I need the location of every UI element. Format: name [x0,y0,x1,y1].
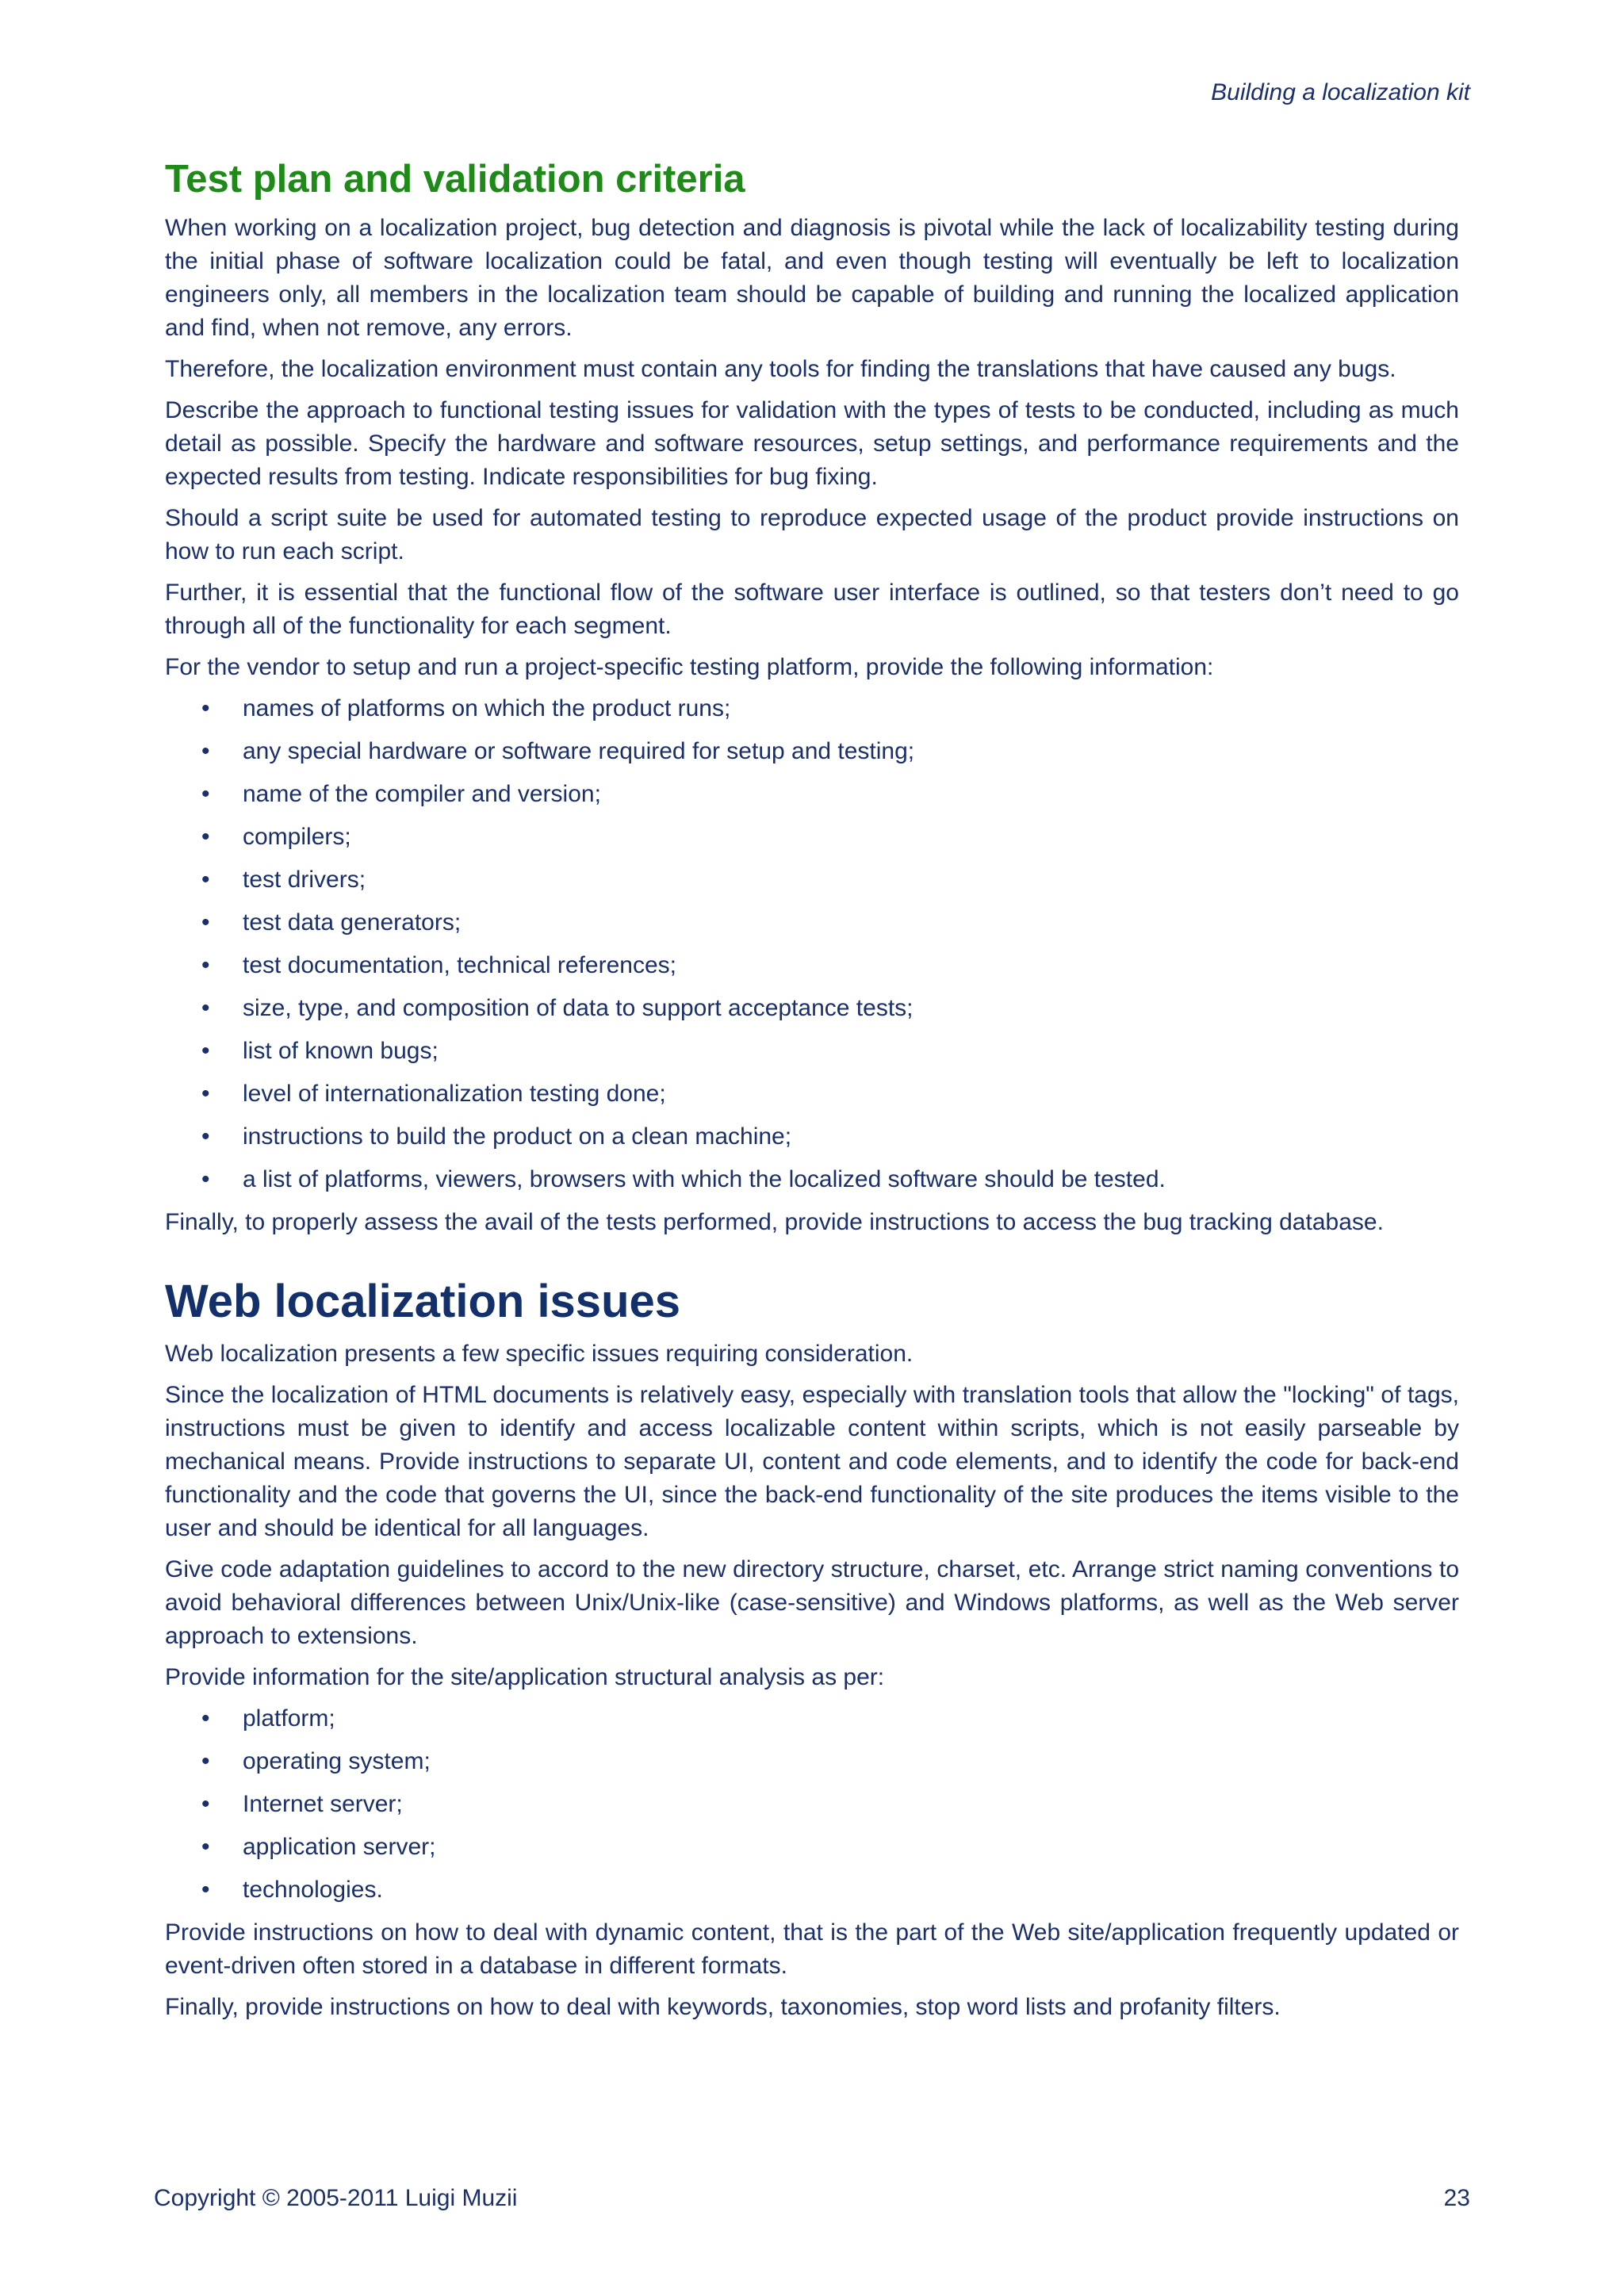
list-item [165,778,1459,811]
bullet-icon: • [201,1790,210,1817]
bullet-icon: • [201,738,210,765]
bullet-icon: • [201,952,210,979]
list-item [165,949,1459,982]
page-content [165,155,1459,2032]
paragraph: Provide instructions on how to deal with dynamic content, that is the part of the Web site/application frequently updated or event-driven often stored in a database in different formats. [165,1919,1459,1979]
bullet-icon: • [201,995,210,1022]
list-item-text: test data generators; [243,909,462,936]
section-heading-web-localization: Web localization issues [165,1276,681,1328]
section-heading-test-plan: Test plan and validation criteria [165,158,745,201]
list-item [165,906,1459,939]
list-item [165,1745,1459,1778]
paragraph: Web localization presents a few specific issues requiring consideration. [165,1340,914,1367]
list-item [165,692,1459,725]
list-item-text: name of the compiler and version; [243,781,601,808]
list-item [165,735,1459,768]
bullet-icon: • [201,909,210,936]
running-header: Building a localization kit [1211,79,1470,105]
paragraph: Provide information for the site/application structural analysis as per: [165,1663,885,1690]
list-item [165,1873,1459,1907]
list-item-text: technologies. [243,1876,383,1903]
list-item-text: list of known bugs; [243,1038,439,1065]
list-item-text: test drivers; [243,867,366,894]
list-item-text: level of internationalization testing done; [243,1081,666,1108]
list-item-text: compilers; [243,824,351,851]
paragraph: Describe the approach to functional testing issues for validation with the types of tests to be conducted, including as much detail as possible. Specify the hardware and software resources, setup settings, and performance requirements and the expected results from testing. Indicate responsibilities for bug fixing. [165,397,1459,491]
bullet-icon: • [201,781,210,808]
list-item [165,1788,1459,1821]
list-item-text: test documentation, technical references; [243,952,676,979]
paragraph: Further, it is essential that the functional flow of the software user interface is outlined, so that testers don’t need to go through all of the functionality for each segment. [165,580,1459,640]
list-item-text: Internet server; [243,1790,403,1817]
list-item-text: names of platforms on which the product runs; [243,695,731,722]
paragraph: Finally, to properly assess the avail of the tests performed, provide instructions to access the bug tracking database. [165,1209,1384,1236]
bullet-icon: • [201,1747,210,1774]
list-item-text: any special hardware or software required for setup and testing; [243,738,915,765]
paragraph: Therefore, the localization environment must contain any tools for finding the translations that have caused any bugs. [165,356,1396,383]
list-item-text: size, type, and composition of data to support acceptance tests; [243,995,914,1022]
bullet-icon: • [201,1705,210,1732]
paragraph: When working on a localization project, bug detection and diagnosis is pivotal while the lack of localizability testing during the initial phase of software localization could be fatal, and even though testing will eventually be left to localization engineers only, all members in the localization team should be capable of building and running the localized application and find, when not remove, any errors. [165,215,1459,342]
bullet-list-structural-analysis [165,1702,1459,1907]
paragraph: Finally, provide instructions on how to deal with keywords, taxonomies, stop word lists and profanity filters. [165,1993,1281,2020]
list-item [165,821,1459,854]
list-item [165,992,1459,1025]
page-number: 23 [1443,2185,1470,2211]
list-item [165,1702,1459,1735]
list-item [165,1831,1459,1864]
paragraph: For the vendor to setup and run a project-specific testing platform, provide the following information: [165,654,1214,681]
bullet-list-testing-info [165,692,1459,1196]
list-item-text: operating system; [243,1747,431,1774]
paragraph: Give code adaptation guidelines to accord to the new directory structure, charset, etc. Arrange strict naming conventions to avoid behavioral differences between Unix/Unix-like (case-sensitive) and Windows platforms, as well as the Web server approach to extensions. [165,1556,1459,1649]
list-item [165,1120,1459,1154]
list-item-text: a list of platforms, viewers, browsers with which the localized software should be tested. [243,1166,1166,1193]
list-item [165,1163,1459,1196]
bullet-icon: • [201,867,210,894]
bullet-icon: • [201,824,210,851]
paragraph: Since the localization of HTML documents is relatively easy, especially with translation tools that allow the "locking" of tags, instructions must be given to identify and access localizable content within scripts, which is not easily parseable by mechanical means. Provide instructions to separate UI, content and code elements, and to identify the code for back-end functionality and the code that governs the UI, since the back-end functionality of the site produces the items visible to the user and should be identical for all languages. [165,1381,1459,1541]
bullet-icon: • [201,695,210,722]
list-item-text: application server; [243,1833,436,1860]
list-item [165,1077,1459,1111]
bullet-icon: • [201,1038,210,1065]
list-item-text: platform; [243,1705,335,1732]
bullet-icon: • [201,1166,210,1193]
list-item-text: instructions to build the product on a clean machine; [243,1123,792,1150]
bullet-icon: • [201,1833,210,1860]
bullet-icon: • [201,1123,210,1150]
list-item [165,863,1459,897]
bullet-icon: • [201,1081,210,1108]
bullet-icon: • [201,1876,210,1903]
page-footer [154,2185,1470,2212]
list-item [165,1035,1459,1068]
copyright-notice: Copyright © 2005-2011 Luigi Muzii [154,2185,518,2211]
paragraph: Should a script suite be used for automated testing to reproduce expected usage of the product provide instructions on how to run each script. [165,505,1459,565]
